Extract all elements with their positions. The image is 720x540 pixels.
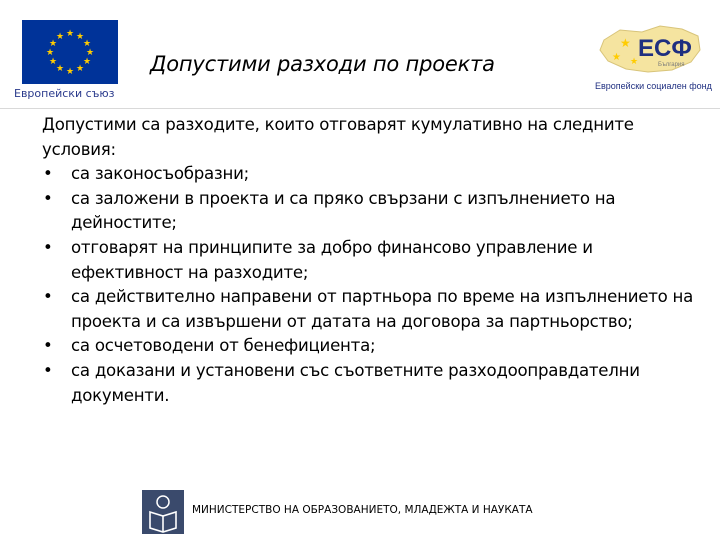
- bullet-icon: •: [43, 287, 53, 307]
- esf-small-text: България: [658, 62, 685, 68]
- svg-text:★: ★: [630, 57, 639, 67]
- svg-text:★: ★: [45, 48, 55, 58]
- list-item: [42, 162, 697, 187]
- bullet-icon: •: [43, 188, 53, 208]
- svg-text:★: ★: [48, 39, 58, 49]
- svg-text:★: ★: [620, 36, 631, 50]
- list-item-text: са доказани и установени със съответните разходооправдателни документи.: [71, 360, 640, 405]
- slide-body: [42, 113, 697, 408]
- conditions-list: [42, 162, 697, 408]
- svg-text:★: ★: [75, 64, 85, 74]
- svg-text:★: ★: [55, 32, 65, 42]
- svg-text:★: ★: [85, 48, 95, 58]
- list-item: [42, 334, 697, 359]
- svg-text:★: ★: [65, 67, 75, 77]
- list-item: [42, 187, 697, 236]
- intro-text: Допустими са разходите, които отговарят кумулативно на следните условия:: [42, 115, 634, 159]
- bullet-icon: •: [43, 360, 53, 380]
- bullet-icon: •: [43, 237, 53, 257]
- list-item-text: са действително направени от партньора по време на изпълнението на проекта и са извършени от датата на договора за партньорство;: [71, 287, 694, 331]
- list-item: [42, 236, 697, 285]
- svg-text:★: ★: [55, 64, 65, 74]
- list-item: [42, 285, 697, 334]
- esf-caption: Европейски социален фонд: [595, 81, 712, 91]
- svg-text:★: ★: [65, 29, 75, 39]
- svg-text:★: ★: [48, 57, 58, 67]
- bullet-icon: •: [43, 336, 53, 356]
- bullet-icon: •: [43, 164, 53, 184]
- eu-logo: [12, 20, 124, 102]
- list-item-text: са осчетоводени от бенефициента;: [71, 336, 376, 356]
- header-divider: [0, 108, 720, 109]
- eu-flag-icon: [22, 20, 118, 84]
- svg-text:★: ★: [612, 52, 621, 63]
- bulgaria-map-icon: [590, 20, 712, 80]
- page-title: Допустими разходи по проекта: [150, 52, 495, 76]
- esf-logo: [590, 20, 712, 100]
- ministry-name: МИНИСТЕРСТВО НА ОБРАЗОВАНИЕТО, МЛАДЕЖТА И НАУКАТА: [192, 504, 533, 516]
- ministry-logo-icon: [142, 490, 184, 534]
- footer: [142, 490, 582, 540]
- svg-text:★: ★: [82, 39, 92, 49]
- svg-text:★: ★: [75, 32, 85, 42]
- list-item-text: отговарят на принципите за добро финансово управление и ефективност на разходите;: [71, 237, 593, 282]
- list-item-text: са законосъобразни;: [71, 164, 249, 184]
- list-item: [42, 359, 697, 408]
- eu-caption: Европейски съюз: [14, 87, 115, 100]
- svg-text:★: ★: [82, 57, 92, 67]
- list-item-text: са заложени в проекта и са пряко свързани с изпълнението на дейностите;: [71, 188, 616, 233]
- esf-logo-text: ЕСФ: [638, 35, 692, 62]
